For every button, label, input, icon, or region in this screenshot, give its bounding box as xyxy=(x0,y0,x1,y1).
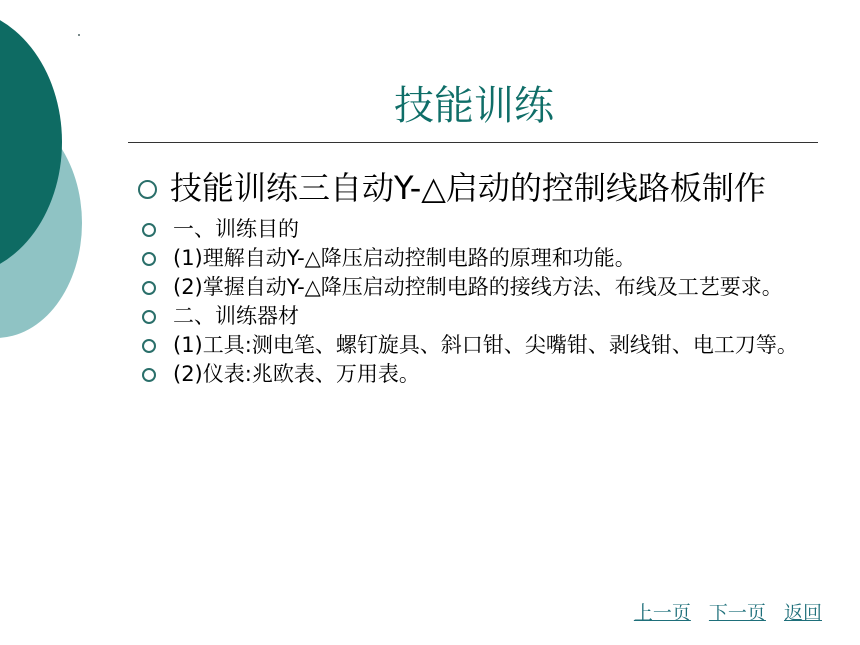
list-item xyxy=(136,276,808,299)
circle-bullet-icon xyxy=(142,223,156,237)
list-item-text: 一、训练目的 xyxy=(173,217,299,241)
list-item xyxy=(136,363,808,386)
list-item-text: (1)理解自动Y-△降压启动控制电路的原理和功能。 xyxy=(173,246,636,270)
slide-title: 技能训练 xyxy=(394,83,554,129)
list-item xyxy=(136,334,808,357)
list-item xyxy=(136,218,808,241)
list-item xyxy=(136,247,808,270)
list-item xyxy=(136,305,808,328)
list-item-text: 二、训练器材 xyxy=(173,304,299,328)
decor-dot xyxy=(78,34,80,36)
bullet-list xyxy=(136,170,808,392)
circle-bullet-icon xyxy=(138,180,157,199)
circle-bullet-icon xyxy=(142,310,156,324)
title-divider xyxy=(128,142,818,143)
list-item-text: 技能训练三自动Y-△启动的控制线路板制作 xyxy=(170,169,766,207)
list-item-text: (2)仪表:兆欧表、万用表。 xyxy=(173,362,420,386)
list-item-text: (2)掌握自动Y-△降压启动控制电路的接线方法、布线及工艺要求。 xyxy=(173,275,783,299)
next-page-link[interactable]: 下一页 xyxy=(708,602,766,624)
circle-bullet-icon xyxy=(142,368,156,382)
circle-bullet-icon xyxy=(142,339,156,353)
prev-page-link[interactable]: 上一页 xyxy=(633,602,691,624)
slide-navigation xyxy=(622,598,822,625)
circle-bullet-icon xyxy=(142,252,156,266)
list-item-text: (1)工具:测电笔、螺钉旋具、斜口钳、尖嘴钳、剥线钳、电工刀等。 xyxy=(173,333,798,357)
back-link[interactable]: 返回 xyxy=(783,602,822,624)
circle-bullet-icon xyxy=(142,281,156,295)
list-item xyxy=(136,170,808,206)
